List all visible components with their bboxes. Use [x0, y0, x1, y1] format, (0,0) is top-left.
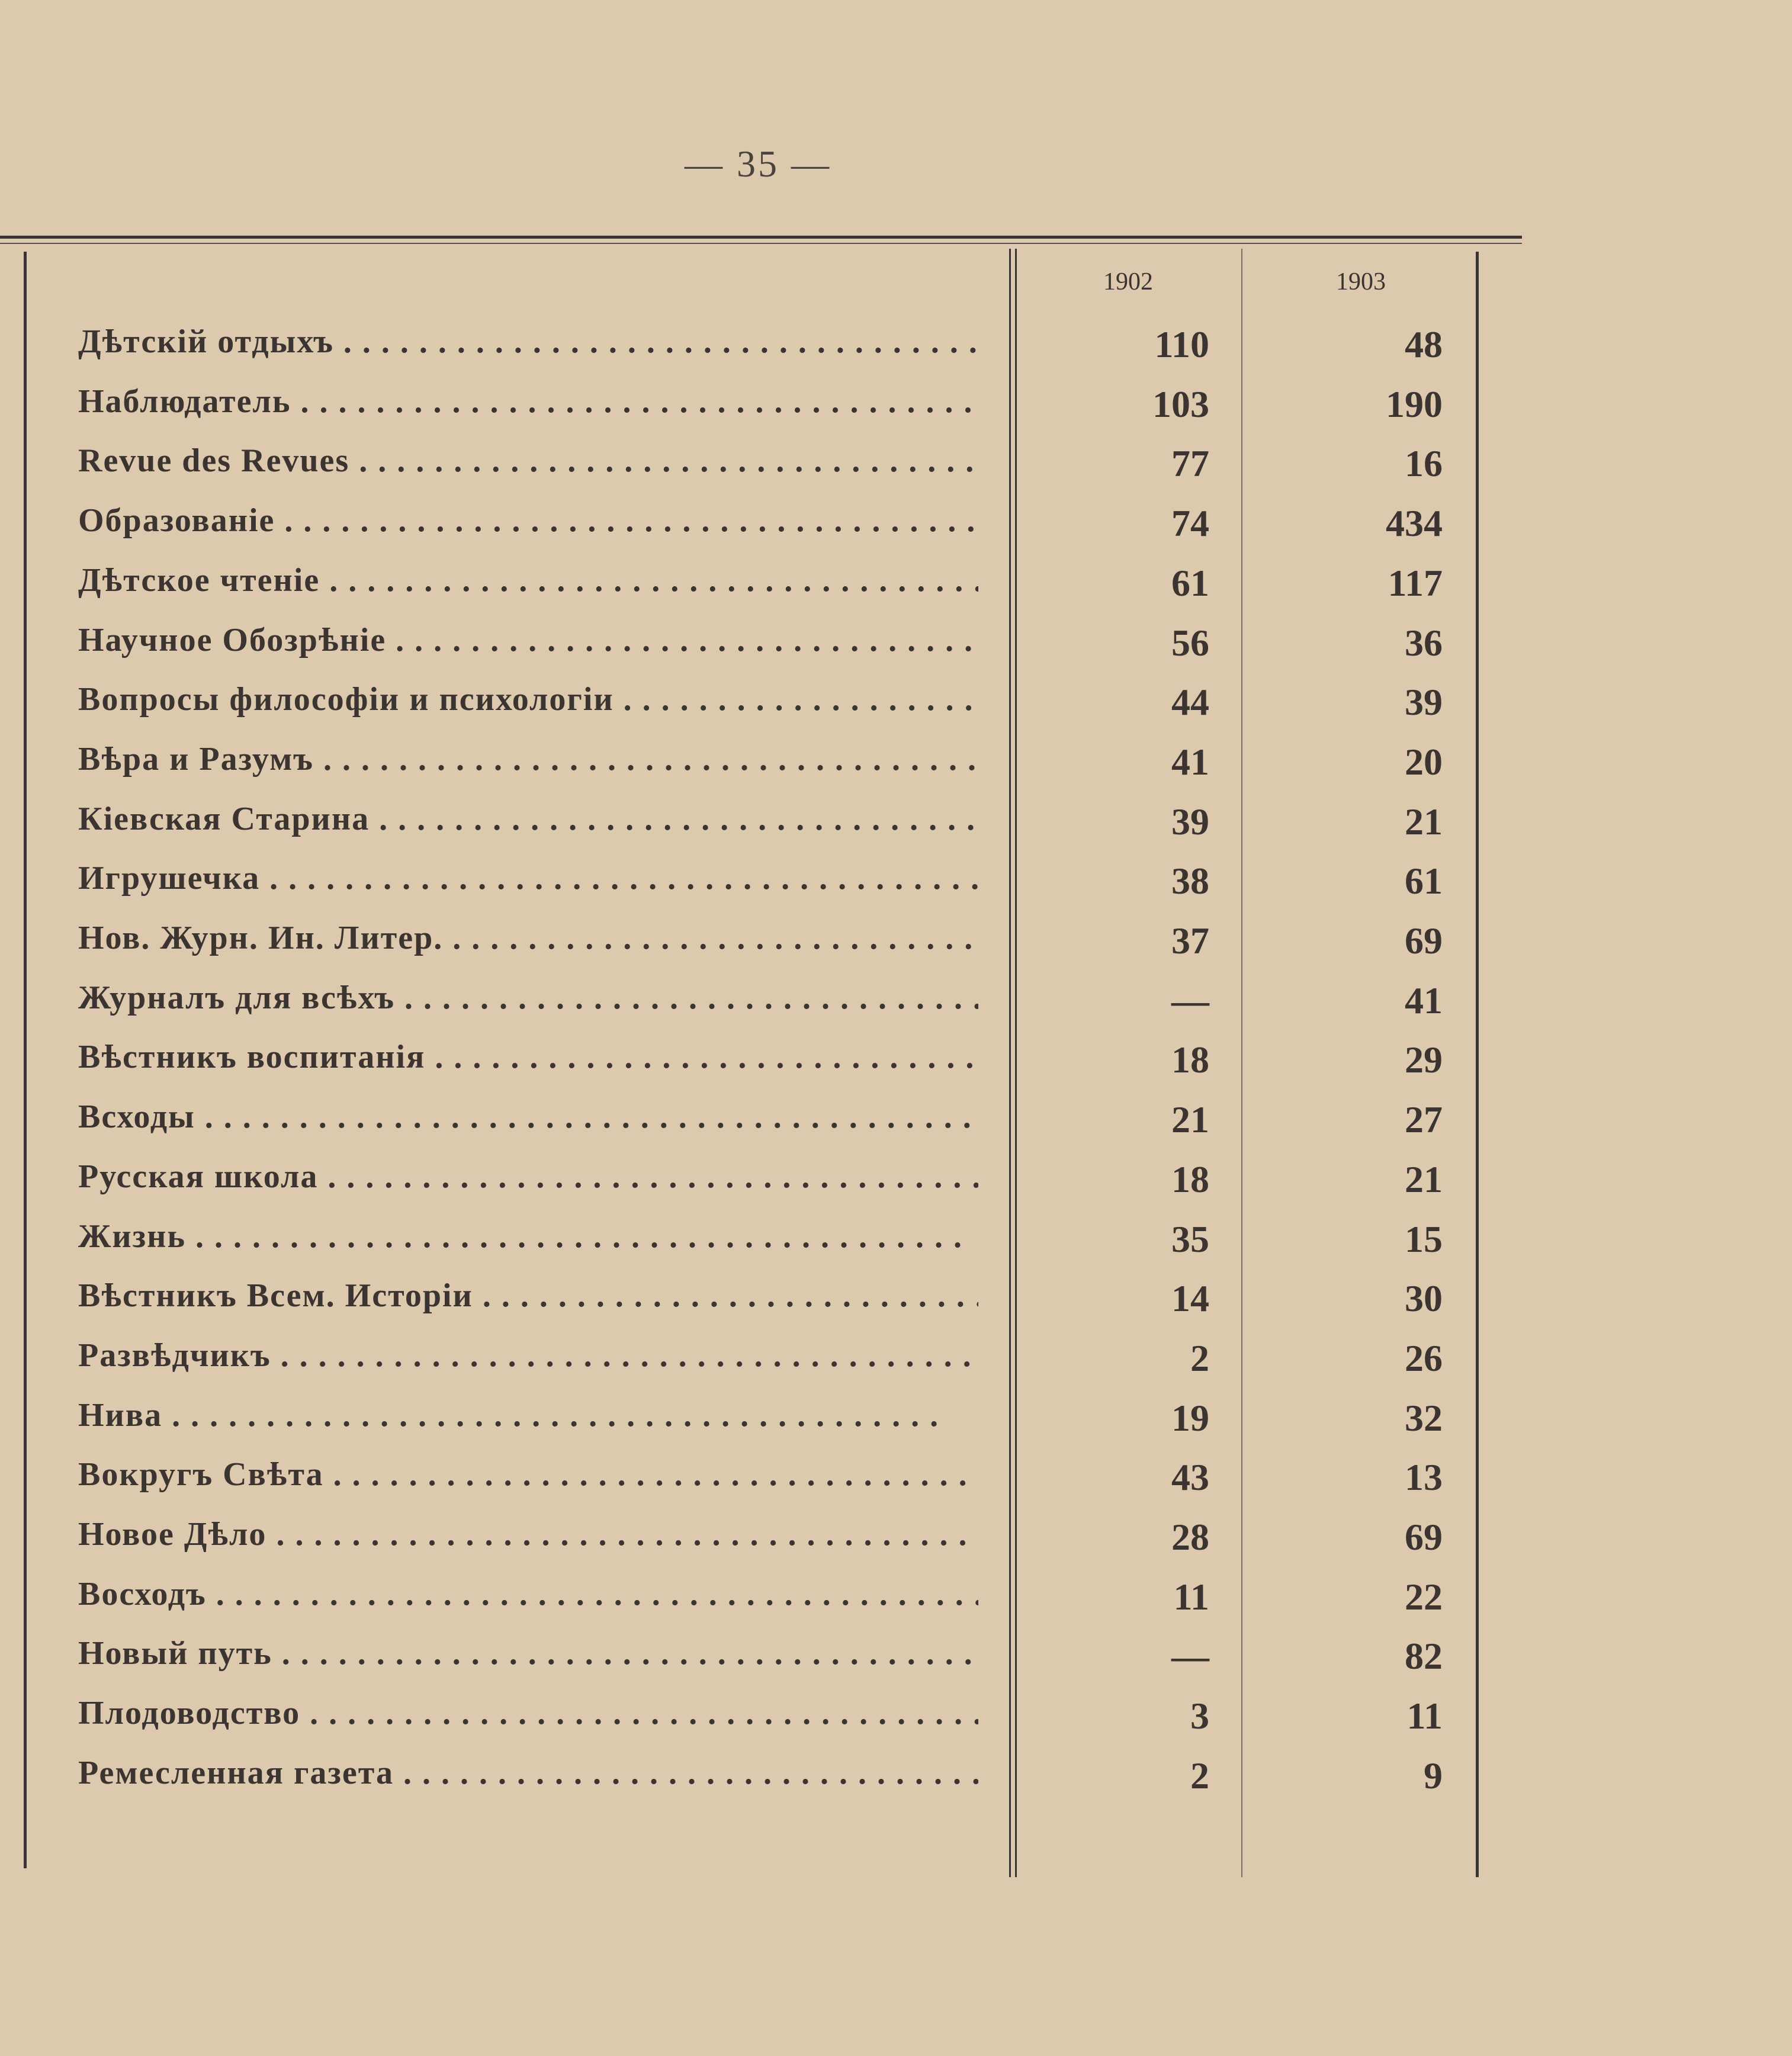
value-1903: 11 [1406, 1695, 1443, 1737]
value-1902: — [1171, 979, 1209, 1021]
value-1902: 61 [1171, 561, 1209, 604]
value-1902: 18 [1171, 1158, 1209, 1200]
table-row [0, 1277, 1516, 1336]
value-1903: 32 [1405, 1396, 1443, 1439]
table-row [0, 383, 1516, 442]
row-name: Вѣра и Разумъ . . . [78, 740, 978, 778]
row-name: Нов. Журн. Ин. Литер. . . . [78, 919, 978, 957]
row-name: Новое Дѣло . . . [78, 1515, 978, 1553]
row-name: Наблюдатель . . . [78, 383, 978, 420]
value-1903: 30 [1405, 1277, 1443, 1320]
top-rule [0, 236, 1522, 239]
value-1902: 11 [1173, 1575, 1209, 1618]
column-header-1902: 1902 [1103, 268, 1153, 295]
value-1903: 36 [1405, 621, 1443, 664]
value-1903: 21 [1405, 800, 1443, 843]
value-1902: 44 [1171, 681, 1209, 724]
table-row [0, 1694, 1516, 1753]
row-name: Русская школа . . . [78, 1158, 978, 1196]
value-1903: 13 [1405, 1456, 1443, 1499]
table-row [0, 680, 1516, 740]
value-1903: 61 [1405, 860, 1443, 902]
row-name: Ремесленная газета . . . [78, 1754, 978, 1792]
row-name: Нива . . . [78, 1396, 978, 1434]
value-1902: 110 [1154, 323, 1209, 365]
row-name: Развѣдчикъ . . . [78, 1337, 978, 1374]
row-name: Вѣстникъ Всем. Исторіи . . . [78, 1277, 978, 1315]
row-name: Плодоводство . . . [78, 1694, 978, 1732]
value-1902: 18 [1171, 1039, 1209, 1081]
value-1903: 15 [1405, 1217, 1443, 1260]
table-row [0, 502, 1516, 561]
row-name: Восходъ . . . [78, 1575, 978, 1613]
table-row [0, 1158, 1516, 1217]
value-1902: 41 [1171, 740, 1209, 783]
value-1902: 103 [1152, 383, 1209, 425]
value-1902: 37 [1171, 920, 1209, 962]
value-1902: 19 [1171, 1396, 1209, 1439]
value-1902: 2 [1190, 1337, 1209, 1379]
value-1902: 28 [1171, 1516, 1209, 1558]
row-name: Дѣтское чтеніе . . . [78, 561, 978, 599]
value-1903: 82 [1405, 1635, 1443, 1678]
value-1902: 3 [1190, 1695, 1209, 1737]
value-1903: 117 [1388, 561, 1443, 604]
value-1903: 69 [1405, 1516, 1443, 1558]
value-1903: 69 [1405, 920, 1443, 962]
row-name: Кіевская Старина . . . [78, 800, 978, 838]
value-1903: 20 [1405, 740, 1443, 783]
value-1902: 14 [1171, 1277, 1209, 1320]
table-row [0, 1754, 1516, 1813]
table-row [0, 442, 1516, 501]
value-1903: 29 [1405, 1039, 1443, 1081]
value-1902: 38 [1171, 860, 1209, 902]
value-1902: 74 [1171, 502, 1209, 545]
value-1902: 35 [1171, 1217, 1209, 1260]
row-name: Revue des Revues . . . [78, 442, 978, 480]
value-1902: 43 [1171, 1456, 1209, 1499]
row-name: Жизнь . . . [78, 1217, 978, 1255]
value-1902: — [1171, 1635, 1209, 1678]
table-row [0, 979, 1516, 1038]
value-1903: 27 [1405, 1098, 1443, 1141]
table-row [0, 1217, 1516, 1277]
table-row [0, 1456, 1516, 1515]
table-row [0, 1396, 1516, 1456]
row-name: Вопросы философіи и психологіи . . . [78, 680, 978, 718]
column-header-1903: 1903 [1336, 268, 1386, 295]
value-1903: 434 [1386, 502, 1443, 545]
value-1903: 22 [1405, 1575, 1443, 1618]
table-row [0, 1515, 1516, 1575]
row-name: Игрушечка . . . [78, 859, 978, 897]
value-1903: 48 [1405, 323, 1443, 365]
row-name: Научное Обозрѣніе . . . [78, 621, 978, 659]
table-row [0, 1337, 1516, 1396]
value-1902: 56 [1171, 621, 1209, 664]
row-name: Образованіе . . . [78, 502, 978, 539]
row-name: Новый путь . . . [78, 1634, 978, 1672]
table-row [0, 740, 1516, 799]
value-1903: 21 [1405, 1158, 1443, 1200]
value-1902: 77 [1171, 442, 1209, 485]
row-name: Вѣстникъ воспитанія . . . [78, 1038, 978, 1076]
value-1902: 21 [1171, 1098, 1209, 1141]
value-1903: 26 [1405, 1337, 1443, 1379]
value-1902: 2 [1190, 1754, 1209, 1797]
table-row [0, 859, 1516, 918]
row-name: Вокругъ Свѣта . . . [78, 1456, 978, 1493]
table-row [0, 323, 1516, 382]
table-row [0, 1634, 1516, 1694]
value-1902: 39 [1171, 800, 1209, 843]
page-number: — 35 — [685, 143, 831, 185]
top-rule-thin [0, 243, 1522, 244]
value-1903: 190 [1386, 383, 1443, 425]
table-row [0, 800, 1516, 859]
row-name: Журналъ для всѣхъ . . . [78, 979, 978, 1017]
row-name: Дѣтскій отдыхъ . . . [78, 323, 978, 361]
table-row [0, 1575, 1516, 1634]
row-name: Всходы . . . [78, 1098, 978, 1136]
table-row [0, 1038, 1516, 1097]
value-1903: 39 [1405, 681, 1443, 724]
value-1903: 9 [1424, 1754, 1443, 1797]
table-row [0, 1098, 1516, 1157]
table-row [0, 561, 1516, 621]
table-row [0, 621, 1516, 680]
value-1903: 41 [1405, 979, 1443, 1021]
table-row [0, 919, 1516, 978]
value-1903: 16 [1405, 442, 1443, 485]
